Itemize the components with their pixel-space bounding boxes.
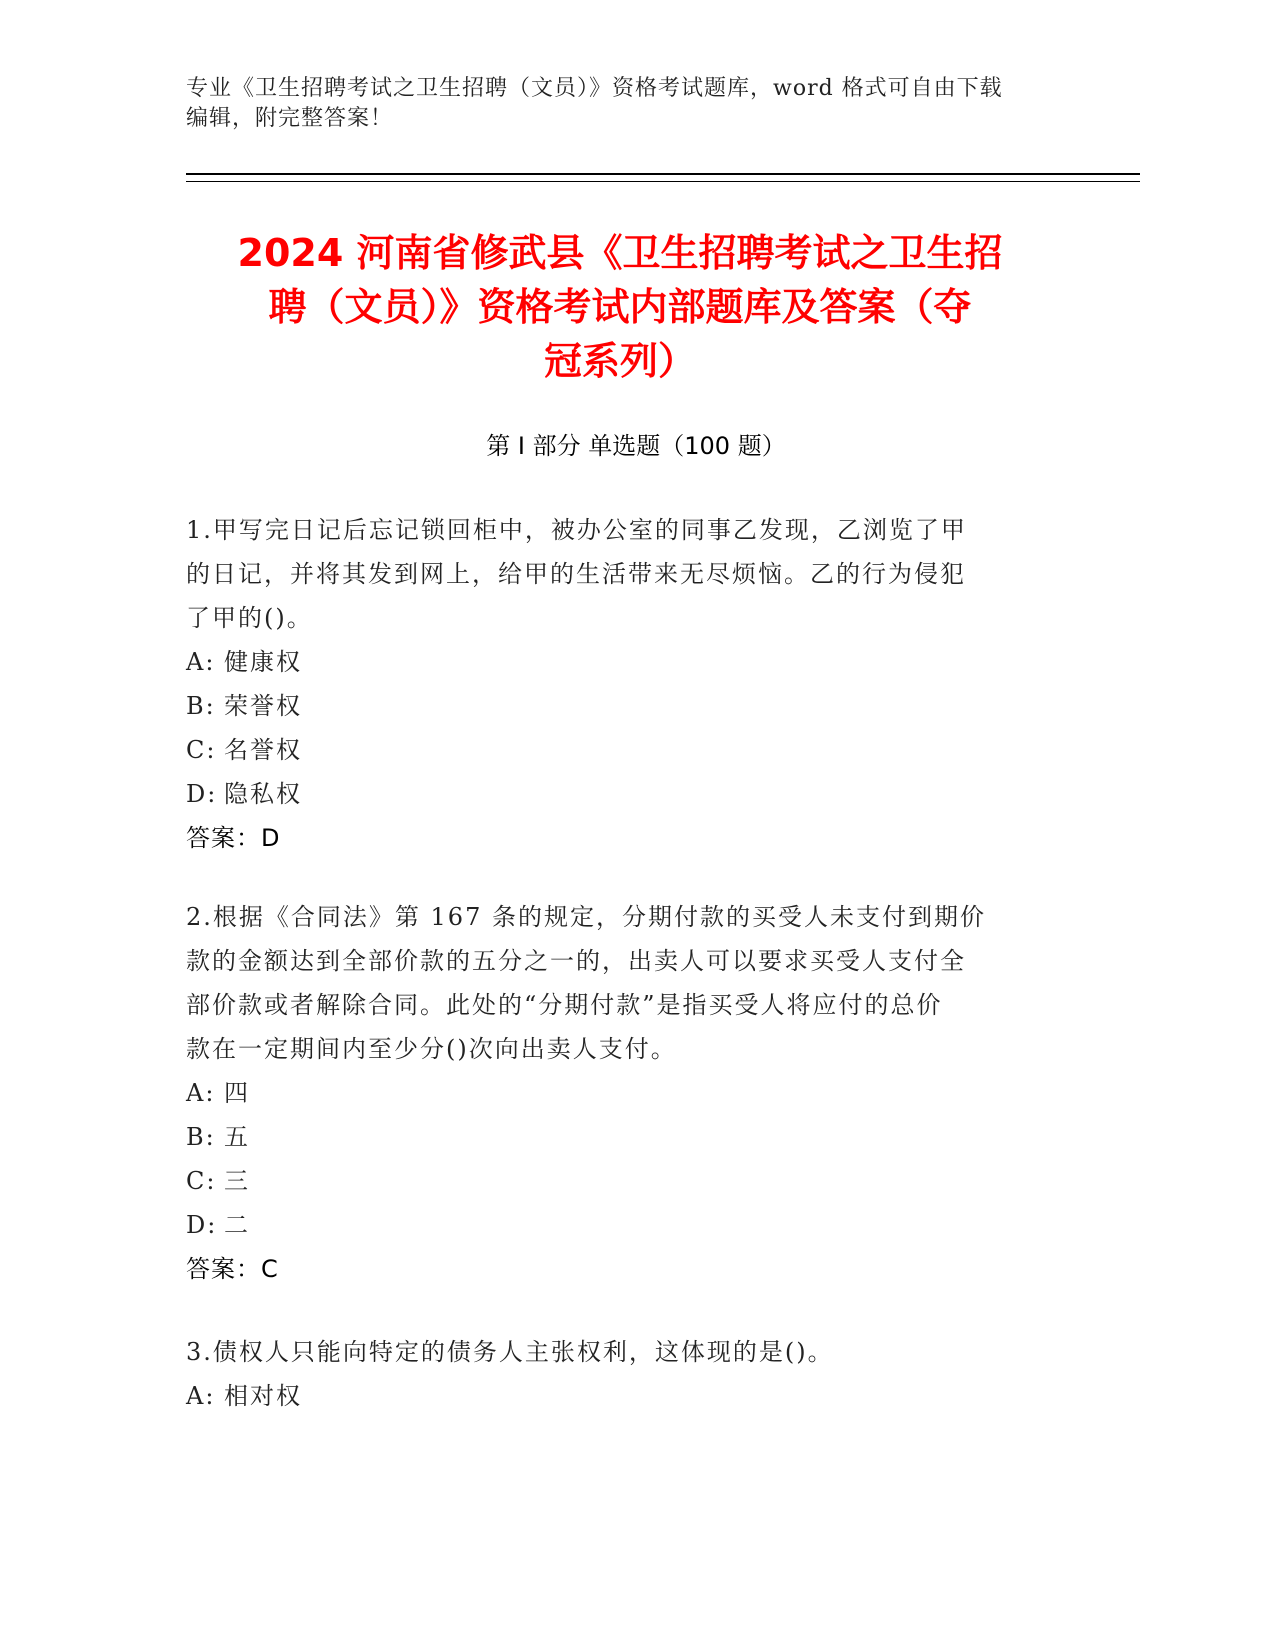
option-text: 荣誉权 xyxy=(224,692,302,720)
option-b xyxy=(186,684,1056,728)
option-key: A: xyxy=(186,1079,216,1107)
question-stem xyxy=(186,508,1056,640)
option-text: 名誉权 xyxy=(224,736,302,764)
option-text: 五 xyxy=(224,1123,250,1151)
option-a xyxy=(186,1374,1056,1418)
option-a xyxy=(186,1071,1056,1115)
option-key: A: xyxy=(186,1382,216,1410)
option-key: D: xyxy=(186,780,218,808)
option-key: B: xyxy=(186,1123,216,1151)
question-stem xyxy=(186,895,1056,1071)
header-note-line: 专业《卫生招聘考试之卫生招聘（文员）》资格考试题库，word 格式可自由下载 xyxy=(186,76,1003,101)
section-heading: 第 I 部分 单选题（100 题） xyxy=(486,432,786,460)
question-2 xyxy=(186,895,1056,1291)
stem-line: 1.甲写完日记后忘记锁回柜中，被办公室的同事乙发现，乙浏览了甲 xyxy=(186,516,967,544)
option-key: D: xyxy=(186,1211,218,1239)
option-d xyxy=(186,1203,1056,1247)
question-1 xyxy=(186,508,1056,860)
stem-line: 部价款或者解除合同。此处的“分期付款”是指买受人将应付的总价 xyxy=(186,991,943,1019)
answer: 答案：D xyxy=(186,824,281,852)
option-text: 三 xyxy=(224,1167,250,1195)
option-c xyxy=(186,1159,1056,1203)
stem-line: 款在一定期间内至少分()次向出卖人支付。 xyxy=(186,1035,677,1063)
header-rule-thick xyxy=(186,173,1140,175)
stem-line: 3.债权人只能向特定的债务人主张权利，这体现的是()。 xyxy=(186,1338,834,1366)
option-c xyxy=(186,728,1056,772)
option-text: 健康权 xyxy=(224,648,302,676)
answer: 答案：C xyxy=(186,1255,279,1283)
stem-line: 2.根据《合同法》第 167 条的规定，分期付款的买受人未支付到期价 xyxy=(186,903,986,931)
option-d xyxy=(186,772,1056,816)
option-text: 二 xyxy=(224,1211,250,1239)
option-a xyxy=(186,640,1056,684)
option-key: C: xyxy=(186,1167,217,1195)
option-key: C: xyxy=(186,736,217,764)
stem-line: 了甲的()。 xyxy=(186,604,313,632)
option-b xyxy=(186,1115,1056,1159)
header-note-line: 编辑，附完整答案！ xyxy=(186,106,394,131)
stem-line: 的日记，并将其发到网上，给甲的生活带来无尽烦恼。乙的行为侵犯 xyxy=(186,560,966,588)
option-key: A: xyxy=(186,648,216,676)
stem-line: 款的金额达到全部价款的五分之一的，出卖人可以要求买受人支付全 xyxy=(186,947,966,975)
document-title xyxy=(160,226,1080,388)
title-line: 2024 河南省修武县《卫生招聘考试之卫生招 xyxy=(237,231,1003,275)
header-rule-thin xyxy=(186,181,1140,182)
option-text: 隐私权 xyxy=(224,780,302,808)
option-text: 相对权 xyxy=(224,1382,302,1410)
question-3 xyxy=(186,1330,1056,1418)
option-text: 四 xyxy=(224,1079,250,1107)
title-line: 聘（文员）》资格考试内部题库及答案（夺 xyxy=(268,285,972,329)
question-stem xyxy=(186,1330,1056,1374)
option-key: B: xyxy=(186,692,216,720)
header-note xyxy=(186,74,1086,134)
title-line: 冠系列） xyxy=(543,339,696,383)
